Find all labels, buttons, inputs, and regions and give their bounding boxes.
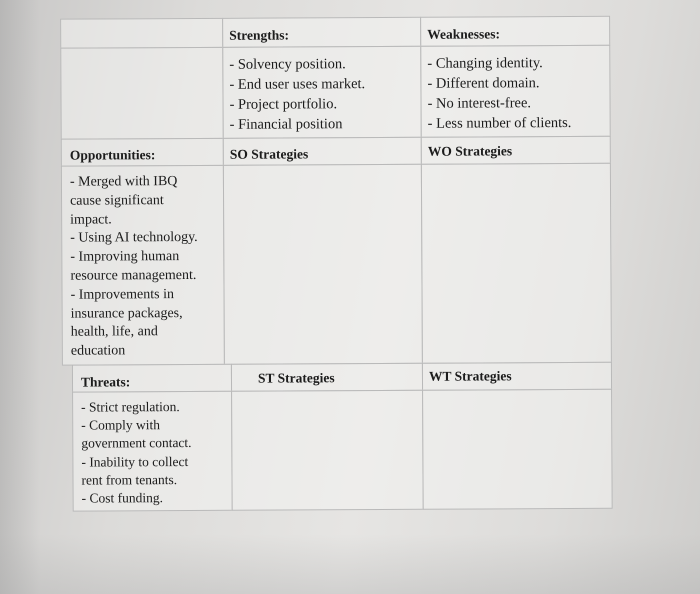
st-strategies-cell — [231, 390, 424, 511]
list-item: - Cost funding. — [81, 490, 164, 506]
photo-shadow-bottom — [0, 534, 700, 594]
list-item: - Improvements in insurance packages, health, life, and education — [70, 286, 183, 359]
wo-strategies-label: WO Strategies — [421, 136, 611, 165]
list-item: - Inability to collect rent from tenants. — [81, 453, 189, 488]
strengths-header: Strengths: — [222, 17, 421, 48]
list-item: - Merged with IBQ cause significant impact. — [69, 174, 178, 228]
so-strategies-cell — [223, 164, 423, 365]
list-item: - Improving human resource management. — [70, 249, 197, 284]
wo-strategies-cell — [421, 163, 612, 364]
list-item: - Different domain. — [427, 75, 540, 92]
opportunities-header: Opportunities: — [61, 138, 224, 167]
list-item: - Project portfolio. — [229, 96, 338, 113]
corner-cell — [60, 18, 223, 49]
weaknesses-list-cell — [420, 45, 610, 138]
list-item: - Comply with government contact. — [81, 417, 192, 451]
threats-list-cell — [72, 391, 233, 512]
list-item: - Financial position — [229, 116, 343, 133]
threats-header: Threats: — [72, 364, 232, 393]
so-strategies-label: SO Strategies — [223, 137, 422, 166]
threats-list — [81, 398, 226, 508]
weaknesses-header: Weaknesses: — [420, 16, 610, 47]
list-item: - Strict regulation. — [81, 399, 180, 415]
photo-shadow-left — [0, 0, 40, 594]
list-item: - End user uses market. — [229, 76, 366, 93]
wt-strategies-cell — [422, 389, 613, 510]
st-strategies-label: ST Strategies — [231, 363, 423, 392]
list-item: - Solvency position. — [229, 56, 346, 73]
list-item: - No interest-free. — [427, 95, 532, 112]
list-item: - Changing identity. — [427, 55, 543, 72]
list-item: - Less number of clients. — [427, 115, 572, 132]
wt-strategies-label: WT Strategies — [422, 362, 612, 391]
weaknesses-list — [427, 53, 603, 134]
list-item: - Using AI technology. — [70, 230, 198, 247]
opportunities-list-cell — [61, 165, 225, 366]
strengths-list-cell — [222, 46, 421, 139]
strengths-list — [229, 54, 414, 135]
opportunities-list — [70, 173, 218, 362]
empty-list-cell — [60, 47, 223, 140]
